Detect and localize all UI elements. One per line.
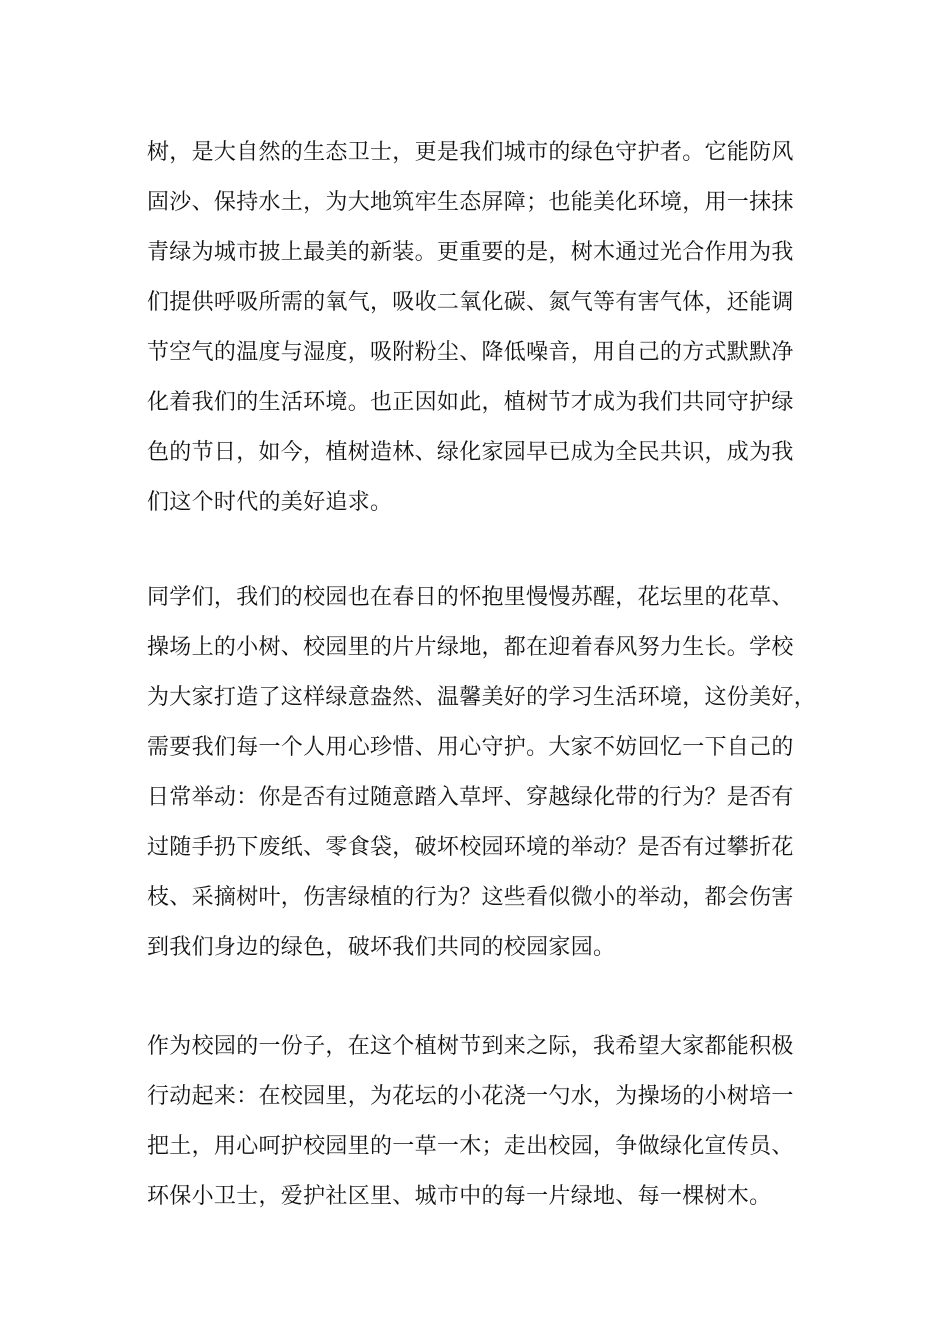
text-line: 枝、采摘树叶，伤害绿植的行为？这些看似微小的举动，都会伤害 <box>147 885 794 910</box>
text-line: 同学们，我们的校园也在春日的怀抱里慢慢苏醒，花坛里的花草、 <box>147 585 794 610</box>
text-line: 们这个时代的美好追求。 <box>147 490 393 515</box>
text-line: 化着我们的生活环境。也正因如此，植树节才成为我们共同守护绿 <box>147 390 794 415</box>
text-line: 为大家打造了这样绿意盎然、温馨美好的学习生活环境，这份美好， <box>147 685 817 710</box>
text-line: 青绿为城市披上最美的新装。更重要的是，树木通过光合作用为我 <box>147 240 794 265</box>
text-line: 们提供呼吸所需的氧气，吸收二氧化碳、氮气等有害气体，还能调 <box>147 290 794 315</box>
paragraph-call-to-action <box>147 1022 837 1222</box>
text-line: 作为校园的一份子，在这个植树节到来之际，我希望大家都能积极 <box>147 1034 794 1059</box>
text-line: 固沙、保持水土，为大地筑牢生态屏障；也能美化环境，用一抹抹 <box>147 190 794 215</box>
text-line: 到我们身边的绿色，破坏我们共同的校园家园。 <box>147 935 616 960</box>
text-line: 把土，用心呵护校园里的一草一木；走出校园，争做绿化宣传员、 <box>147 1134 794 1159</box>
text-line: 过随手扔下废纸、零食袋，破坏校园环境的举动？是否有过攀折花 <box>147 835 794 860</box>
text-line: 行动起来：在校园里，为花坛的小花浇一勺水，为操场的小树培一 <box>147 1084 794 1109</box>
text-line: 色的节日，如今，植树造林、绿化家园早已成为全民共识，成为我 <box>147 440 794 465</box>
text-line: 操场上的小树、校园里的片片绿地，都在迎着春风努力生长。学校 <box>147 635 794 660</box>
text-line: 日常举动：你是否有过随意踏入草坪、穿越绿化带的行为？是否有 <box>147 785 794 810</box>
text-line: 需要我们每一个人用心珍惜、用心守护。大家不妨回忆一下自己的 <box>147 735 794 760</box>
text-line: 树，是大自然的生态卫士，更是我们城市的绿色守护者。它能防风 <box>147 140 794 165</box>
text-line: 环保小卫士，爱护社区里、城市中的每一片绿地、每一棵树木。 <box>147 1184 772 1209</box>
text-line: 节空气的温度与湿度，吸附粉尘、降低噪音，用自己的方式默默净 <box>147 340 794 365</box>
paragraph-tree-guardians <box>147 128 837 528</box>
paragraph-campus-awakening <box>147 573 837 973</box>
